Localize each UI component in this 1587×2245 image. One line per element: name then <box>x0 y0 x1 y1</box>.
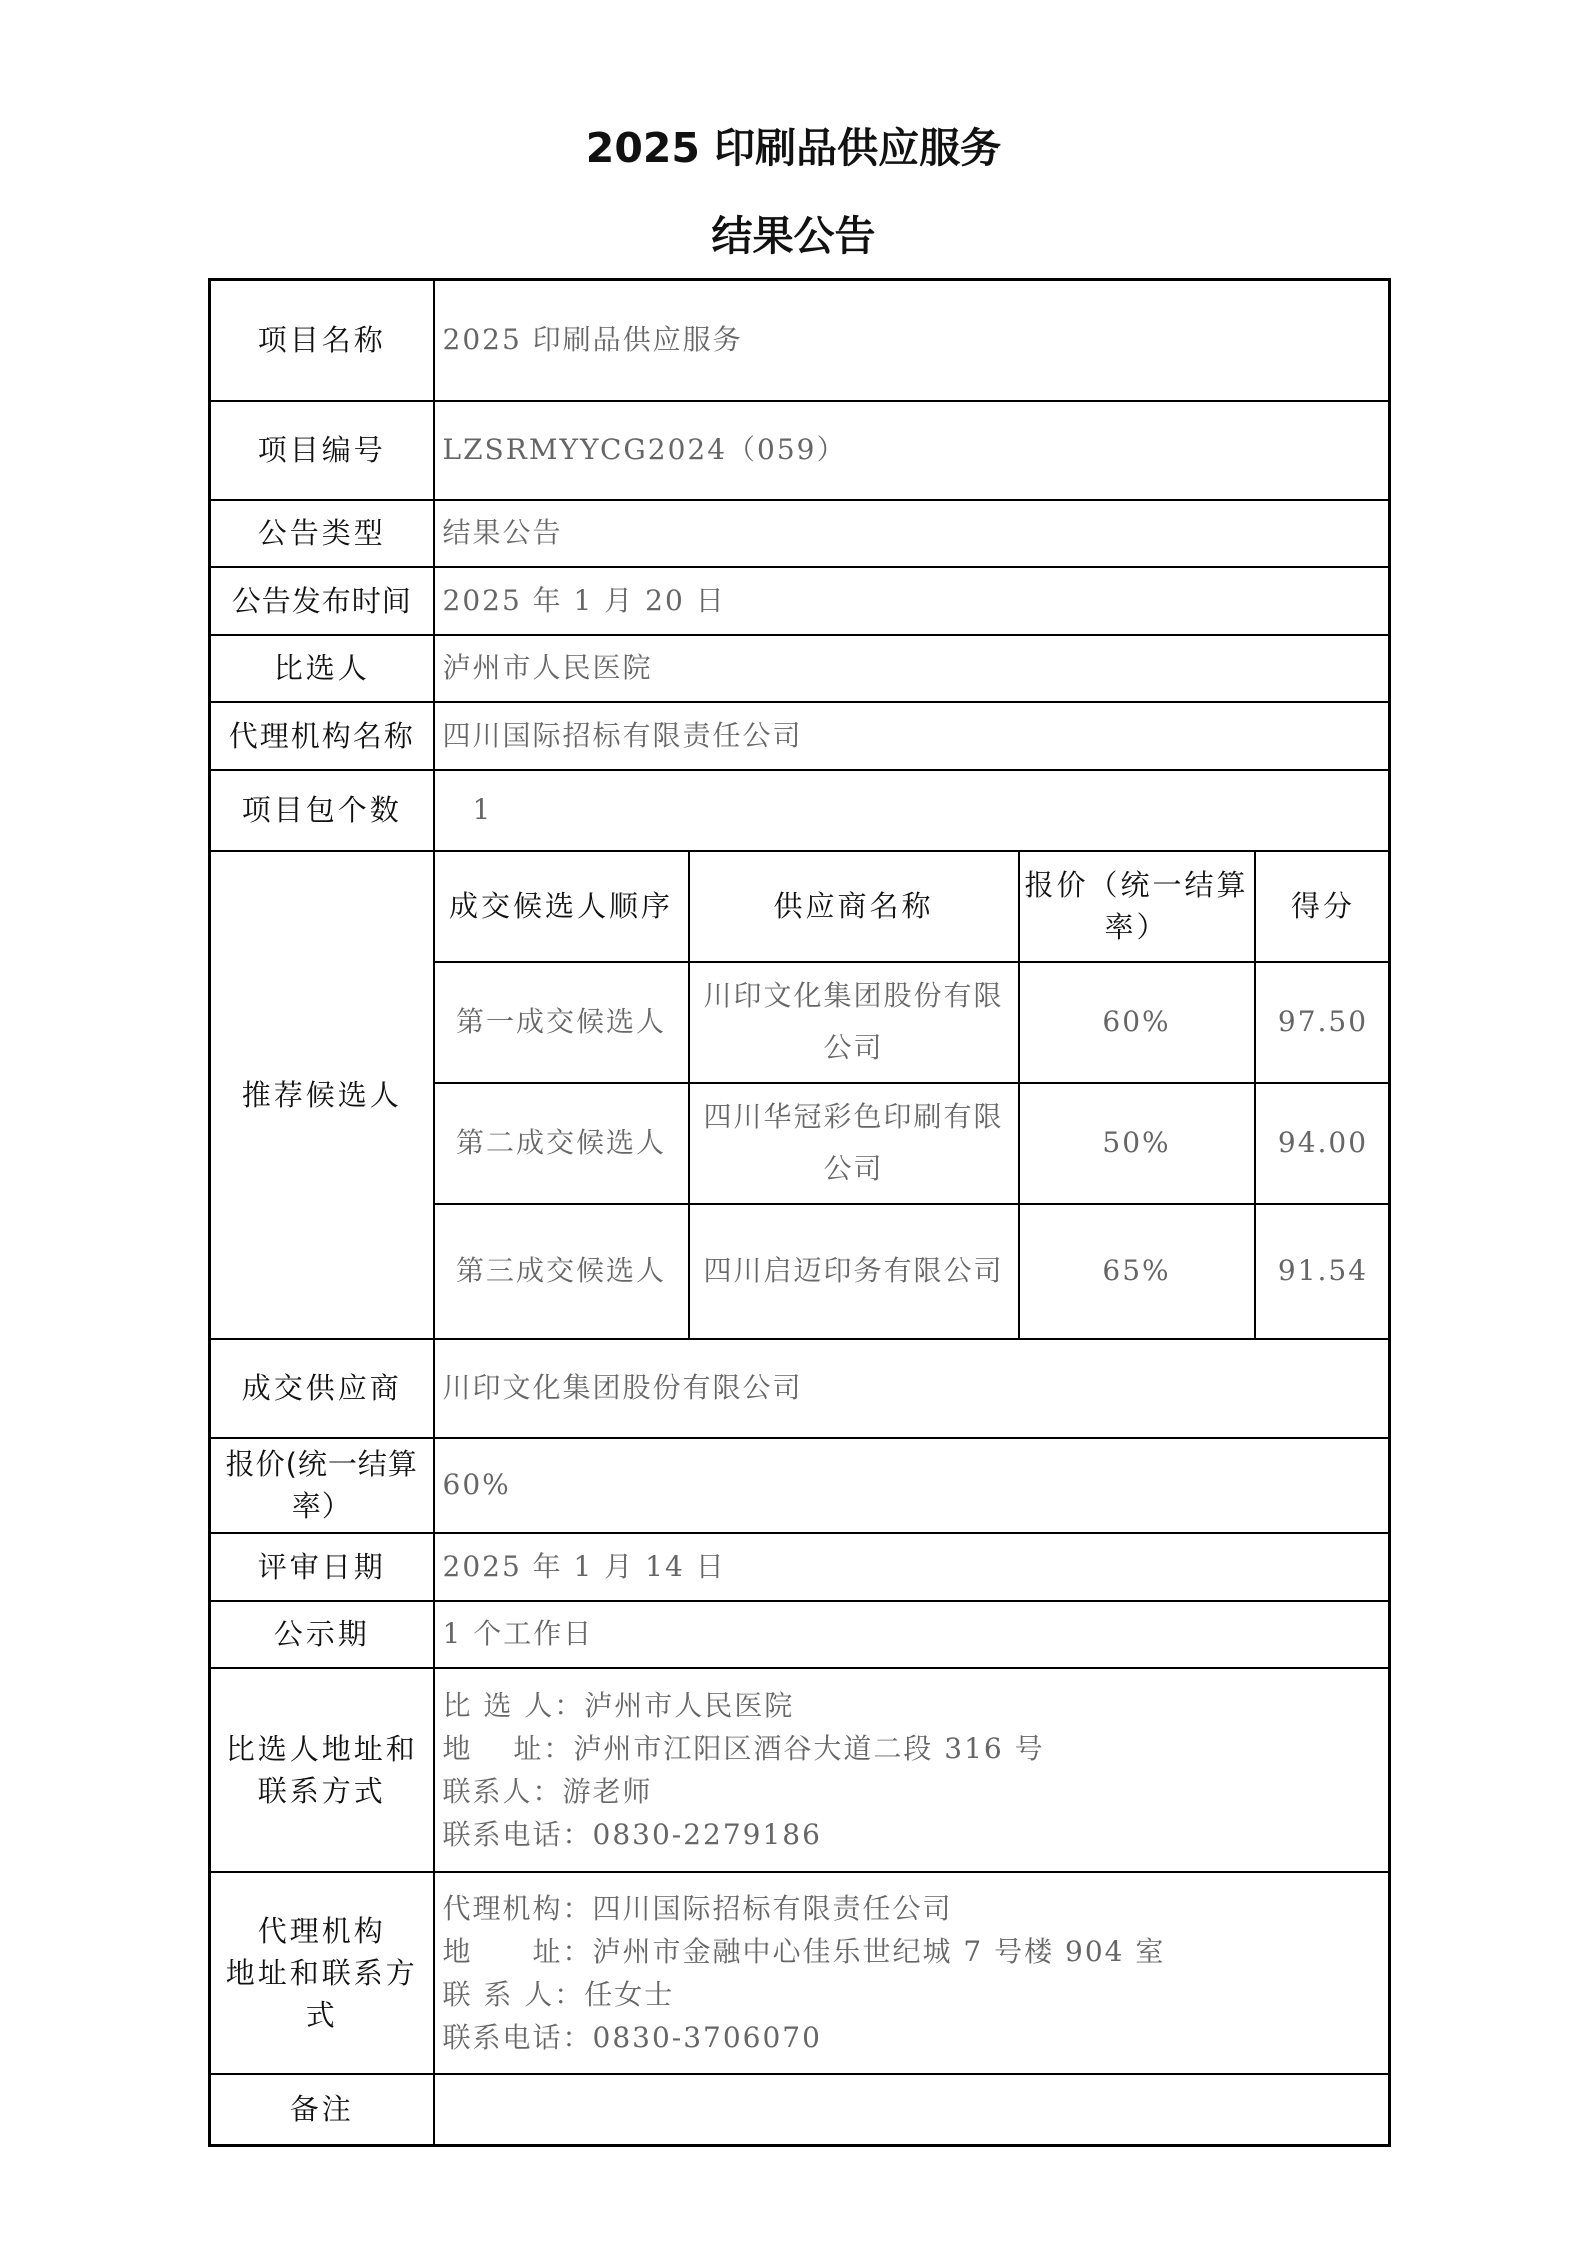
row-buyer-contact <box>210 1668 1390 1872</box>
candidate-supplier: 川印文化集团股份有限公司 <box>689 962 1019 1083</box>
publish-time-label: 公告发布时间 <box>210 567 434 635</box>
notice-period-label: 公示期 <box>210 1601 434 1668</box>
candidate-score: 94.00 <box>1255 1083 1391 1204</box>
buyer-contact-name: 比 选 人：泸州市人民医院 <box>442 1688 795 1722</box>
candidate-rank: 第三成交候选人 <box>435 1204 689 1338</box>
announcement-table <box>208 278 1391 2147</box>
agency-contact-label-line3: 式 <box>305 1997 338 2032</box>
agency-contact-person: 联 系 人：任女士 <box>442 1977 675 2011</box>
row-review-date <box>210 1533 1390 1601</box>
buyer-value: 泸州市人民医院 <box>434 635 1390 702</box>
candidate-price: 65% <box>1019 1204 1255 1338</box>
row-project-name <box>210 280 1390 401</box>
header-score: 得分 <box>1255 852 1391 962</box>
buyer-contact-phone: 联系电话：0830-2279186 <box>442 1817 822 1851</box>
row-candidates <box>210 851 1390 1339</box>
header-price: 报价（统一结算率） <box>1019 852 1255 962</box>
row-notice-type <box>210 500 1390 567</box>
candidate-rank: 第二成交候选人 <box>435 1083 689 1204</box>
row-winner-price <box>210 1438 1390 1533</box>
buyer-contact-value <box>434 1668 1390 1872</box>
agency-contact-phone: 联系电话：0830-3706070 <box>442 2020 822 2054</box>
buyer-contact-label-line1: 比选人地址和 <box>225 1731 418 1766</box>
agency-contact-address: 地 址：泸州市金融中心佳乐世纪城 7 号楼 904 室 <box>442 1934 1166 1968</box>
publish-time-value: 2025 年 1 月 20 日 <box>434 567 1390 635</box>
agency-value: 四川国际招标有限责任公司 <box>434 702 1390 770</box>
candidates-header-row <box>435 852 1391 962</box>
row-buyer <box>210 635 1390 702</box>
candidates-label: 推荐候选人 <box>210 851 434 1339</box>
candidate-price: 50% <box>1019 1083 1255 1204</box>
agency-contact-name: 代理机构：四川国际招标有限责任公司 <box>442 1891 953 1925</box>
project-no-value: LZSRMYYCG2024（059） <box>434 401 1390 500</box>
candidate-supplier: 四川启迈印务有限公司 <box>689 1204 1019 1338</box>
table-row <box>435 1204 1391 1338</box>
winner-label: 成交供应商 <box>210 1339 434 1438</box>
agency-contact-value <box>434 1872 1390 2074</box>
document-subtitle: 结果公告 <box>711 212 876 260</box>
remarks-value <box>434 2074 1390 2146</box>
candidate-score: 91.54 <box>1255 1204 1391 1338</box>
row-remarks <box>210 2074 1390 2146</box>
row-agency <box>210 702 1390 770</box>
candidates-table <box>435 852 1391 1338</box>
buyer-label: 比选人 <box>210 635 434 702</box>
table-row <box>435 1083 1391 1204</box>
row-winner <box>210 1339 1390 1438</box>
agency-contact-label <box>210 1872 434 2074</box>
notice-type-value: 结果公告 <box>434 500 1390 567</box>
header-supplier: 供应商名称 <box>689 852 1019 962</box>
document-title: 2025 印刷品供应服务 <box>585 124 1002 172</box>
review-date-value: 2025 年 1 月 14 日 <box>434 1533 1390 1601</box>
candidate-price: 60% <box>1019 962 1255 1083</box>
remarks-label: 备注 <box>210 2074 434 2146</box>
project-name-value: 2025 印刷品供应服务 <box>434 280 1390 401</box>
buyer-contact-label <box>210 1668 434 1872</box>
table-row <box>435 962 1391 1083</box>
winner-price-label: 报价(统一结算率） <box>210 1438 434 1533</box>
notice-period-value: 1 个工作日 <box>434 1601 1390 1668</box>
row-package-count <box>210 770 1390 851</box>
row-publish-time <box>210 567 1390 635</box>
candidate-supplier: 四川华冠彩色印刷有限公司 <box>689 1083 1019 1204</box>
row-project-no <box>210 401 1390 500</box>
buyer-contact-person: 联系人：游老师 <box>442 1774 653 1808</box>
notice-type-label: 公告类型 <box>210 500 434 567</box>
row-notice-period <box>210 1601 1390 1668</box>
agency-label: 代理机构名称 <box>210 702 434 770</box>
buyer-contact-label-line2: 联系方式 <box>257 1773 386 1808</box>
package-count-label: 项目包个数 <box>210 770 434 851</box>
project-name-label: 项目名称 <box>210 280 434 401</box>
agency-contact-label-line1: 代理机构 <box>257 1913 386 1948</box>
candidate-rank: 第一成交候选人 <box>435 962 689 1083</box>
winner-price-value: 60% <box>434 1438 1390 1533</box>
header-rank: 成交候选人顺序 <box>435 852 689 962</box>
candidate-score: 97.50 <box>1255 962 1391 1083</box>
row-agency-contact <box>210 1872 1390 2074</box>
package-count-value: 1 <box>434 770 1390 851</box>
project-no-label: 项目编号 <box>210 401 434 500</box>
buyer-contact-address: 地 址：泸州市江阳区酒谷大道二段 316 号 <box>442 1731 1045 1765</box>
review-date-label: 评审日期 <box>210 1533 434 1601</box>
winner-value: 川印文化集团股份有限公司 <box>434 1339 1390 1438</box>
agency-contact-label-line2: 地址和联系方 <box>225 1955 418 1990</box>
